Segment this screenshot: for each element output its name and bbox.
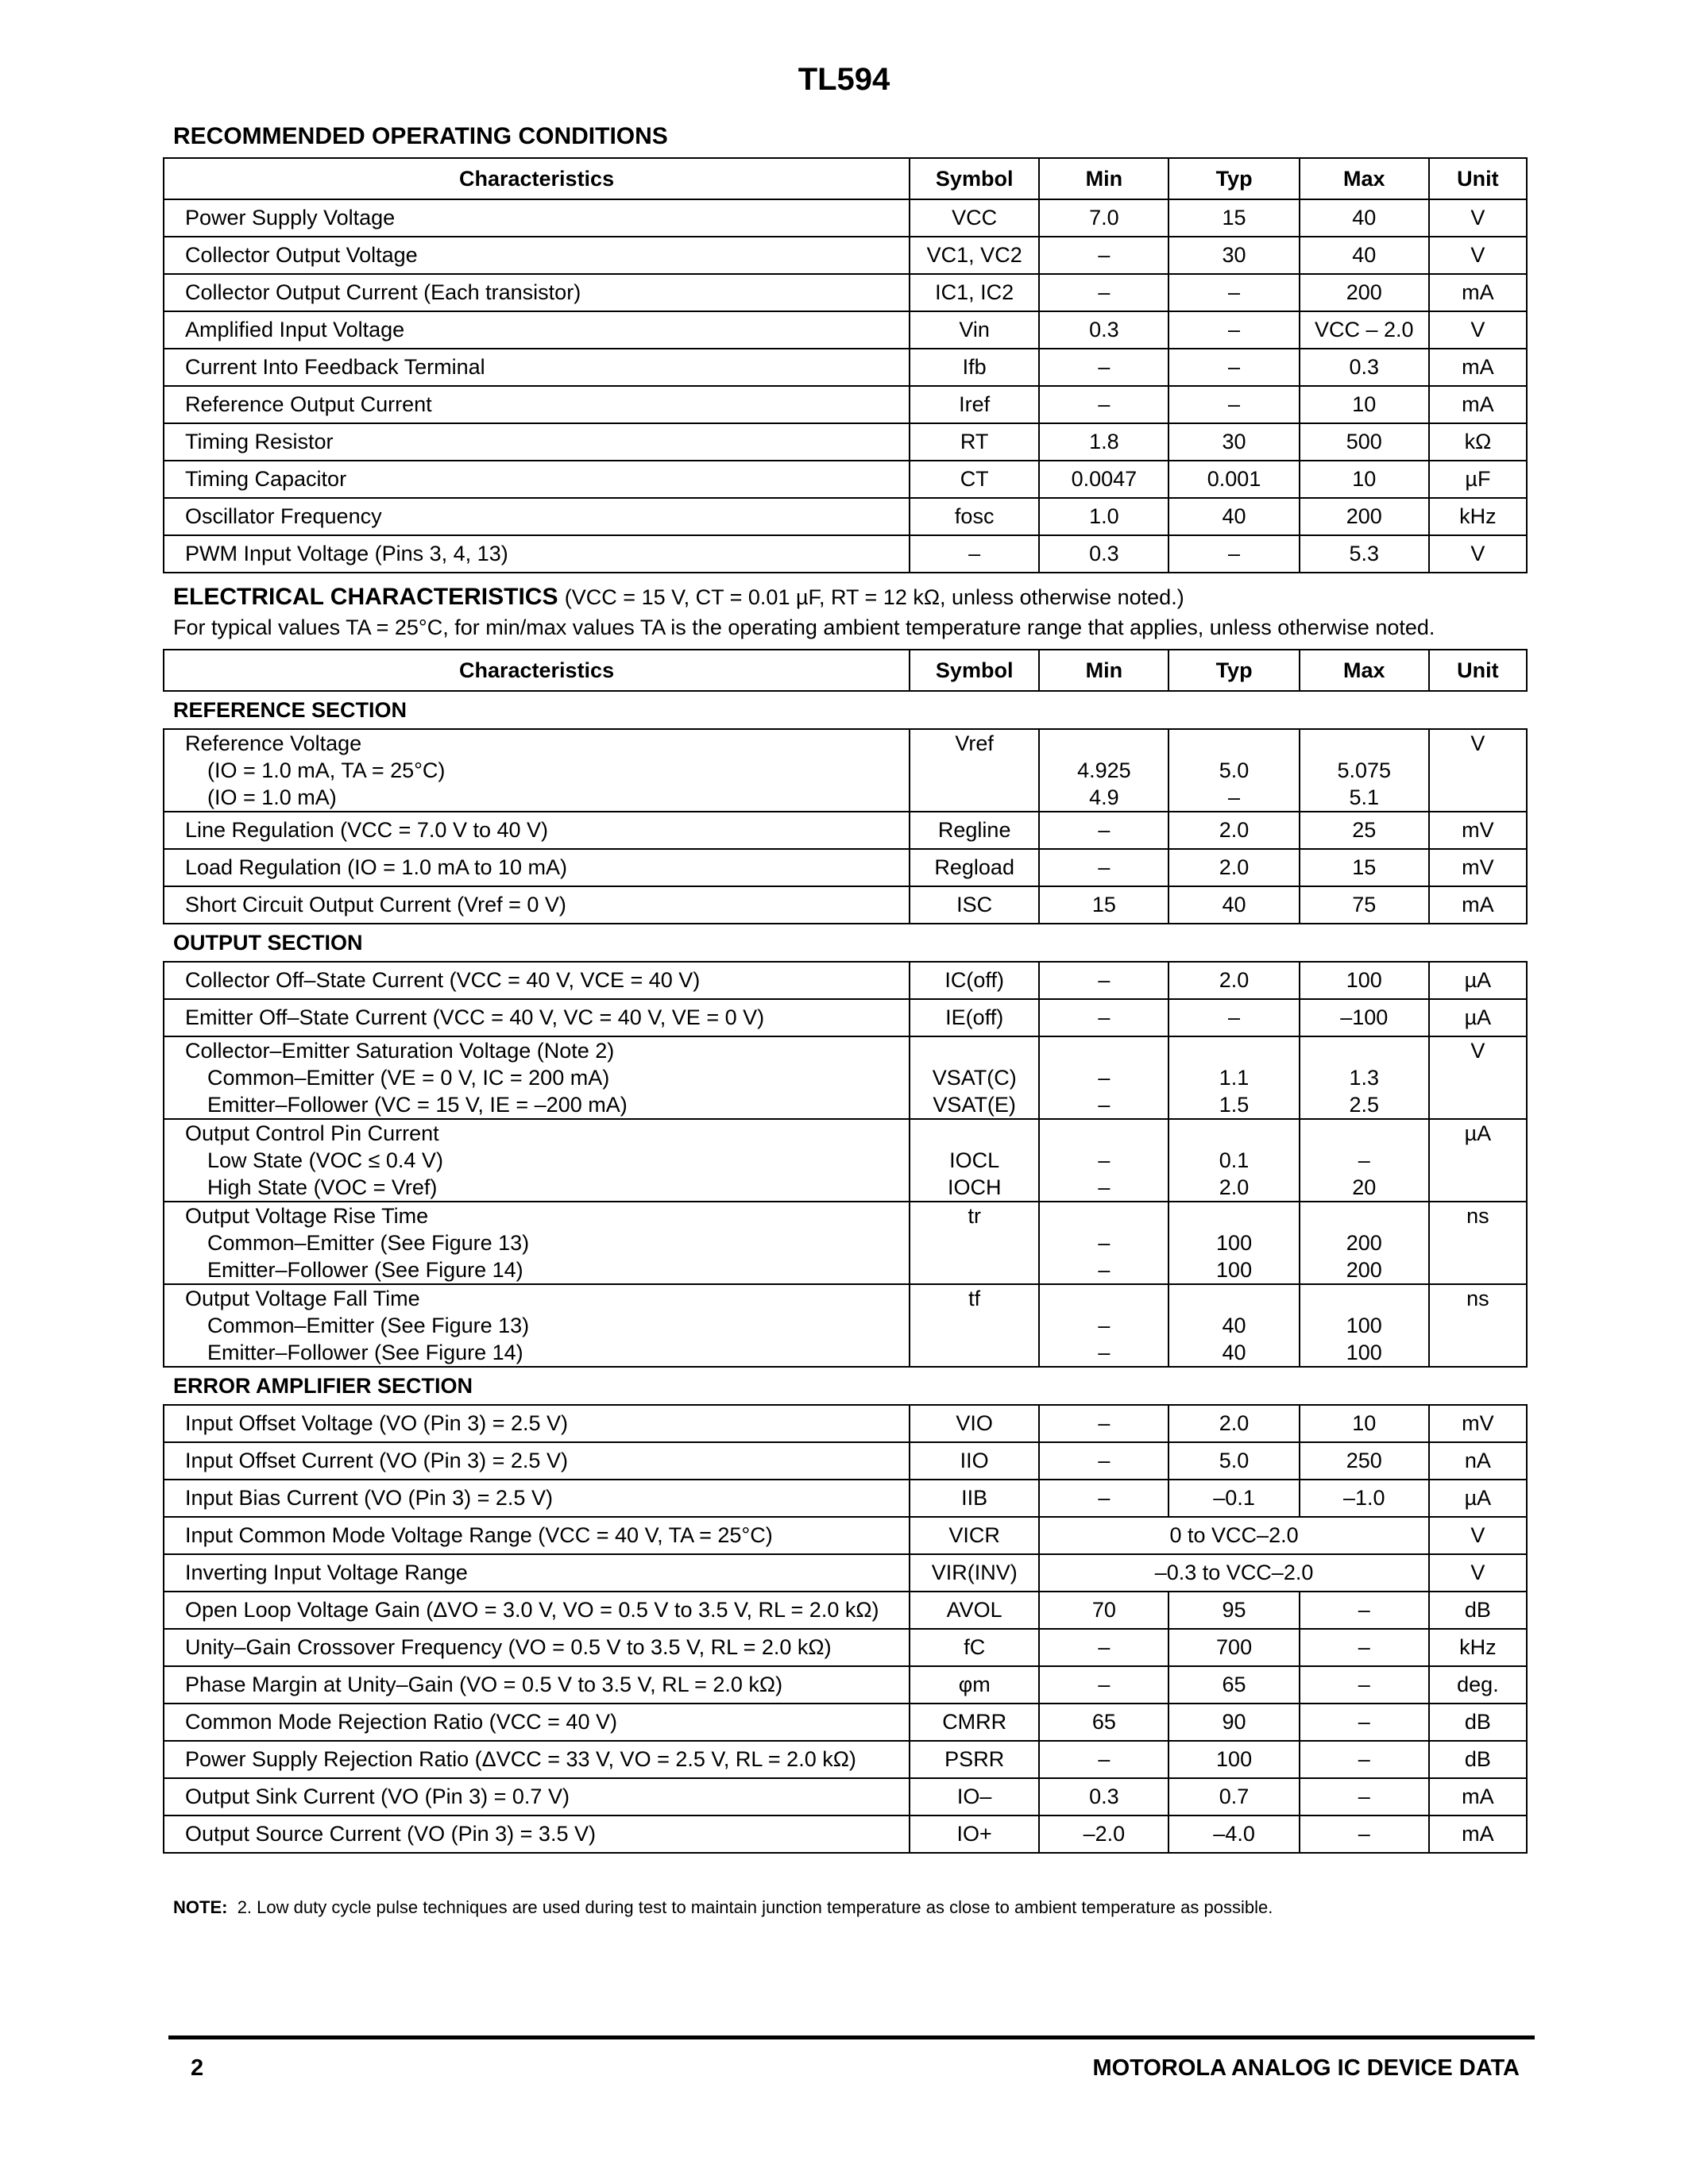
electrical-conditions: (VCC = 15 V, CT = 0.01 µF, RT = 12 kΩ, unless otherwise noted.) [564,585,1184,609]
min-cell: 70 [1039,1592,1168,1629]
min-cell: 1.8 [1039,423,1168,461]
typ-cell: 5.0 – [1168,729,1299,812]
char-cell: Common Mode Rejection Ratio (VCC = 40 V) [164,1704,910,1741]
char-cell: Inverting Input Voltage Range [164,1554,910,1592]
min-cell: – – [1039,1284,1168,1367]
char-cell: Emitter Off–State Current (VCC = 40 V, VC = 40 V, VE = 0 V) [164,999,910,1036]
typ-cell: 90 [1168,1704,1299,1741]
char-cell: PWM Input Voltage (Pins 3, 4, 13) [164,535,910,573]
typ-cell: 2.0 [1168,812,1299,849]
recommended-table [163,157,1528,573]
max-cell: 40 [1300,199,1429,237]
col-header: Characteristics [164,650,910,691]
table-row [164,274,1527,311]
min-cell: 7.0 [1039,199,1168,237]
symbol-cell: IOCL IOCH [910,1119,1039,1202]
symbol-cell: VSAT(C) VSAT(E) [910,1036,1039,1119]
unit-cell: kHz [1429,1629,1527,1666]
symbol-cell: VIR(INV) [910,1554,1039,1592]
footer-rule [168,2035,1535,2039]
table-row [164,535,1527,573]
max-cell: – 20 [1300,1119,1429,1202]
max-cell: – [1300,1704,1429,1741]
unit-cell: dB [1429,1592,1527,1629]
symbol-cell: ISC [910,886,1039,924]
typ-cell: 100 [1168,1741,1299,1778]
max-cell: 5.3 [1300,535,1429,573]
max-cell: 75 [1300,886,1429,924]
unit-cell: V [1429,1517,1527,1554]
unit-cell: V [1429,1554,1527,1592]
symbol-cell: IC(off) [910,962,1039,999]
max-cell: – [1300,1778,1429,1815]
char-cell: Unity–Gain Crossover Frequency (VO = 0.5 V to 3.5 V, RL = 2.0 kΩ) [164,1629,910,1666]
max-cell: 40 [1300,237,1429,274]
col-header: Max [1300,158,1429,199]
max-cell: 100 [1300,962,1429,999]
recommended-header-row [164,158,1527,199]
symbol-cell: CT [910,461,1039,498]
symbol-cell: fosc [910,498,1039,535]
recommended-heading: RECOMMENDED OPERATING CONDITIONS [173,123,668,149]
min-cell: – [1039,1741,1168,1778]
max-cell: 1.3 2.5 [1300,1036,1429,1119]
table-row [164,1202,1527,1284]
symbol-cell: φm [910,1666,1039,1704]
unit-cell: µA [1429,999,1527,1036]
min-cell: – [1039,274,1168,311]
page-title: TL594 [798,62,890,97]
char-line: (IO = 1.0 mA, TA = 25°C) [207,758,446,782]
unit-cell: V [1429,199,1527,237]
unit-cell: dB [1429,1741,1527,1778]
unit-cell: mA [1429,274,1527,311]
max-cell: – [1300,1666,1429,1704]
publication-name: MOTOROLA ANALOG IC DEVICE DATA [1092,2055,1520,2081]
table-row [164,812,1527,849]
typ-cell: – [1168,999,1299,1036]
char-cell: Input Common Mode Voltage Range (VCC = 40 V, TA = 25°C) [164,1517,910,1554]
symbol-cell: RT [910,423,1039,461]
col-header: Min [1039,650,1168,691]
table-row [164,1666,1527,1704]
char-cell: Collector–Emitter Saturation Voltage (Note 2) Common–Emitter (VE = 0 V, IC = 200 mA) Emitter–Follower (VC = 15 V, IE = –200 mA) [164,1036,910,1119]
typ-cell: 700 [1168,1629,1299,1666]
note-text: 2. Low duty cycle pulse techniques are used during test to maintain junction temperature as close to ambient temperature as possible. [237,1897,1273,1917]
max-cell: –1.0 [1300,1480,1429,1517]
unit-cell: mA [1429,349,1527,386]
unit-cell: mV [1429,1405,1527,1442]
unit-cell: mA [1429,386,1527,423]
max-cell: – [1300,1815,1429,1853]
unit-cell: mA [1429,1815,1527,1853]
symbol-cell: IIB [910,1480,1039,1517]
unit-cell: V [1429,311,1527,349]
unit-cell: mV [1429,812,1527,849]
unit-cell: µF [1429,461,1527,498]
char-cell: Phase Margin at Unity–Gain (VO = 0.5 V to 3.5 V, RL = 2.0 kΩ) [164,1666,910,1704]
table-row [164,849,1527,886]
max-cell: 200 [1300,274,1429,311]
table-row [164,1629,1527,1666]
max-cell: 200 200 [1300,1202,1429,1284]
table-row [164,729,1527,812]
section-row [164,691,1527,729]
unit-cell: V [1429,237,1527,274]
table-row [164,1741,1527,1778]
max-cell: 250 [1300,1442,1429,1480]
min-cell: 65 [1039,1704,1168,1741]
footnote [173,1897,1273,1918]
char-cell: Load Regulation (IO = 1.0 mA to 10 mA) [164,849,910,886]
char-cell: Timing Capacitor [164,461,910,498]
typ-cell: 0.1 2.0 [1168,1119,1299,1202]
min-cell: 0.3 [1039,1778,1168,1815]
char-cell: Input Offset Current (VO (Pin 3) = 2.5 V) [164,1442,910,1480]
min-cell: – [1039,999,1168,1036]
symbol-cell: tr [910,1202,1039,1284]
min-cell: 0.3 [1039,535,1168,573]
typ-cell: – [1168,535,1299,573]
unit-cell: µA [1429,1119,1527,1202]
unit-cell: µA [1429,962,1527,999]
min-cell: – – [1039,1119,1168,1202]
symbol-cell: VC1, VC2 [910,237,1039,274]
section-row [164,1367,1527,1405]
typ-cell: –0.1 [1168,1480,1299,1517]
typ-cell: 30 [1168,423,1299,461]
char-cell: Oscillator Frequency [164,498,910,535]
max-cell: 5.075 5.1 [1300,729,1429,812]
symbol-cell: fC [910,1629,1039,1666]
symbol-cell: tf [910,1284,1039,1367]
typ-cell: 100 100 [1168,1202,1299,1284]
unit-cell: ns [1429,1202,1527,1284]
char-cell [164,729,910,812]
unit-cell: dB [1429,1704,1527,1741]
col-header: Unit [1429,158,1527,199]
symbol-cell: IO– [910,1778,1039,1815]
min-cell: – [1039,1442,1168,1480]
max-cell: 100 100 [1300,1284,1429,1367]
char-cell: Current Into Feedback Terminal [164,349,910,386]
min-cell: 15 [1039,886,1168,924]
typ-cell: 65 [1168,1666,1299,1704]
min-cell: – [1039,237,1168,274]
unit-cell: mA [1429,886,1527,924]
min-cell: – – [1039,1202,1168,1284]
table-row [164,349,1527,386]
symbol-cell: VIO [910,1405,1039,1442]
typ-cell: 0.001 [1168,461,1299,498]
min-cell: – [1039,1666,1168,1704]
typ-cell: – [1168,311,1299,349]
note-label: NOTE: [173,1897,228,1917]
table-row [164,498,1527,535]
unit-cell: µA [1429,1480,1527,1517]
table-row [164,1405,1527,1442]
min-cell: – [1039,1405,1168,1442]
unit-cell: mV [1429,849,1527,886]
max-cell: 10 [1300,1405,1429,1442]
char-cell: Open Loop Voltage Gain (ΔVO = 3.0 V, VO = 0.5 V to 3.5 V, RL = 2.0 kΩ) [164,1592,910,1629]
min-cell: –2.0 [1039,1815,1168,1853]
table-row [164,461,1527,498]
table-row [164,1119,1527,1202]
symbol-cell: IO+ [910,1815,1039,1853]
symbol-cell: IC1, IC2 [910,274,1039,311]
table-row [164,962,1527,999]
typ-cell: 40 40 [1168,1284,1299,1367]
min-cell: – [1039,386,1168,423]
max-cell: – [1300,1741,1429,1778]
symbol-cell: Vref [910,729,1039,812]
char-cell: Collector Output Current (Each transistor) [164,274,910,311]
char-cell: Output Sink Current (VO (Pin 3) = 0.7 V) [164,1778,910,1815]
table-row [164,886,1527,924]
symbol-cell: VCC [910,199,1039,237]
char-cell: Output Source Current (VO (Pin 3) = 3.5 V) [164,1815,910,1853]
typ-cell: 2.0 [1168,849,1299,886]
table-row [164,311,1527,349]
max-cell: – [1300,1592,1429,1629]
max-cell: 200 [1300,498,1429,535]
char-cell: Amplified Input Voltage [164,311,910,349]
unit-cell: kΩ [1429,423,1527,461]
table-row [164,199,1527,237]
char-cell: Output Voltage Rise Time Common–Emitter (See Figure 13) Emitter–Follower (See Figure 14) [164,1202,910,1284]
char-line: (IO = 1.0 mA) [207,785,337,809]
electrical-heading [173,584,1184,611]
symbol-cell: Regload [910,849,1039,886]
char-cell: Output Voltage Fall Time Common–Emitter (See Figure 13) Emitter–Follower (See Figure 14) [164,1284,910,1367]
table-row [164,1704,1527,1741]
page-number: 2 [191,2055,204,2081]
min-cell: – [1039,849,1168,886]
col-header: Typ [1168,650,1299,691]
table-row [164,1036,1527,1119]
symbol-cell: Iref [910,386,1039,423]
unit-cell: V [1429,535,1527,573]
table-row [164,1815,1527,1853]
table-row [164,423,1527,461]
min-cell: – [1039,1629,1168,1666]
min-cell: 0.0047 [1039,461,1168,498]
unit-cell: mA [1429,1778,1527,1815]
symbol-cell: VICR [910,1517,1039,1554]
max-cell: 10 [1300,461,1429,498]
max-cell: 25 [1300,812,1429,849]
col-header: Min [1039,158,1168,199]
typ-cell: 15 [1168,199,1299,237]
max-cell: – [1300,1629,1429,1666]
col-header: Typ [1168,158,1299,199]
char-cell: Input Offset Voltage (VO (Pin 3) = 2.5 V) [164,1405,910,1442]
table-row [164,1442,1527,1480]
unit-cell: nA [1429,1442,1527,1480]
typ-cell: 2.0 [1168,962,1299,999]
table-row [164,1592,1527,1629]
col-header: Unit [1429,650,1527,691]
min-cell: – [1039,962,1168,999]
typ-cell: – [1168,274,1299,311]
max-cell: 10 [1300,386,1429,423]
col-header: Symbol [910,158,1039,199]
table-row [164,1284,1527,1367]
symbol-cell: PSRR [910,1741,1039,1778]
section-row [164,924,1527,962]
table-row [164,1517,1527,1554]
section-label: OUTPUT SECTION [164,924,1527,962]
symbol-cell: Ifb [910,349,1039,386]
char-cell: Input Bias Current (VO (Pin 3) = 2.5 V) [164,1480,910,1517]
char-cell: Timing Resistor [164,423,910,461]
max-cell: 15 [1300,849,1429,886]
char-cell: Collector Output Voltage [164,237,910,274]
char-cell: Output Control Pin Current Low State (VOC ≤ 0.4 V) High State (VOC = Vref) [164,1119,910,1202]
typ-cell: 5.0 [1168,1442,1299,1480]
char-cell: Line Regulation (VCC = 7.0 V to 40 V) [164,812,910,849]
min-cell: – [1039,812,1168,849]
unit-cell: deg. [1429,1666,1527,1704]
char-cell: Power Supply Rejection Ratio (ΔVCC = 33 V, VO = 2.5 V, RL = 2.0 kΩ) [164,1741,910,1778]
symbol-cell: CMRR [910,1704,1039,1741]
typ-cell: 0.7 [1168,1778,1299,1815]
col-header: Symbol [910,650,1039,691]
table-row [164,1778,1527,1815]
typ-cell: 30 [1168,237,1299,274]
min-cell: – – [1039,1036,1168,1119]
section-label: ERROR AMPLIFIER SECTION [164,1367,1527,1405]
min-cell: 1.0 [1039,498,1168,535]
max-cell: VCC – 2.0 [1300,311,1429,349]
col-header: Max [1300,650,1429,691]
min-cell: 0.3 [1039,311,1168,349]
typ-cell: – [1168,386,1299,423]
char-cell: Collector Off–State Current (VCC = 40 V, VCE = 40 V) [164,962,910,999]
typ-cell: – [1168,349,1299,386]
min-cell: 4.925 4.9 [1039,729,1168,812]
symbol-cell: – [910,535,1039,573]
min-cell: – [1039,1480,1168,1517]
char-cell: Short Circuit Output Current (Vref = 0 V) [164,886,910,924]
symbol-cell: Vin [910,311,1039,349]
unit-cell: V [1429,729,1527,812]
unit-cell: kHz [1429,498,1527,535]
electrical-title: ELECTRICAL CHARACTERISTICS [173,584,558,610]
table-row [164,386,1527,423]
range-cell: 0 to VCC–2.0 [1039,1517,1429,1554]
typ-cell: 1.1 1.5 [1168,1036,1299,1119]
section-label: REFERENCE SECTION [164,691,1527,729]
typ-cell: –4.0 [1168,1815,1299,1853]
table-row [164,1554,1527,1592]
typ-cell: 40 [1168,886,1299,924]
range-cell: –0.3 to VCC–2.0 [1039,1554,1429,1592]
max-cell: 0.3 [1300,349,1429,386]
char-cell: Reference Output Current [164,386,910,423]
table-row [164,1480,1527,1517]
typ-cell: 95 [1168,1592,1299,1629]
symbol-cell: AVOL [910,1592,1039,1629]
electrical-table [163,649,1528,1854]
electrical-subline: For typical values TA = 25°C, for min/max values TA is the operating ambient temperature range that applies, unless otherwise noted. [173,615,1435,639]
typ-cell: 40 [1168,498,1299,535]
char-line: Reference Voltage [185,731,362,755]
table-row [164,999,1527,1036]
char-cell: Power Supply Voltage [164,199,910,237]
col-header: Characteristics [164,158,910,199]
max-cell: 500 [1300,423,1429,461]
table-row [164,237,1527,274]
symbol-cell: IE(off) [910,999,1039,1036]
symbol-cell: Regline [910,812,1039,849]
electrical-header-row [164,650,1527,691]
unit-cell: ns [1429,1284,1527,1367]
max-cell: –100 [1300,999,1429,1036]
typ-cell: 2.0 [1168,1405,1299,1442]
unit-cell: V [1429,1036,1527,1119]
min-cell: – [1039,349,1168,386]
symbol-cell: IIO [910,1442,1039,1480]
